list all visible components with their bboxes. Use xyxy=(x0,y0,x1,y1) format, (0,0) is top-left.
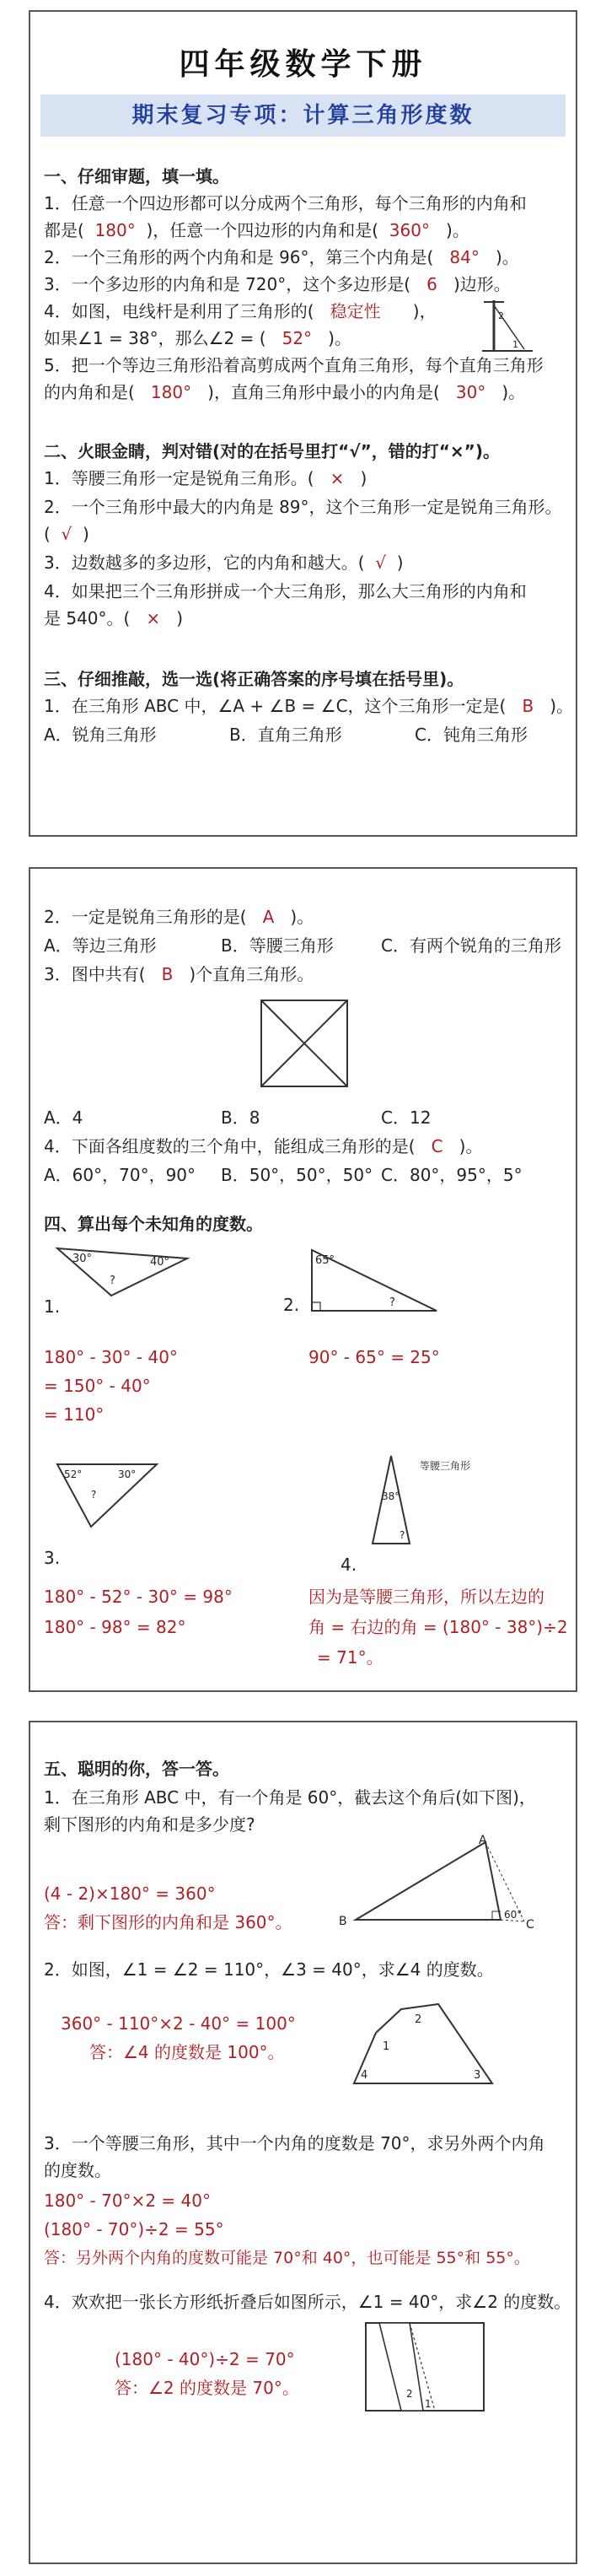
t3-angle-30: 30° xyxy=(118,1469,137,1480)
s3-q3: 3．图中共有( B )个直角三角形。 xyxy=(44,964,314,984)
s3-q3-option-a: A．4 xyxy=(44,1107,83,1128)
p3-work-line-1: 180° - 52° - 30° = 98° xyxy=(44,1587,233,1607)
s1-q3-answer: 6 xyxy=(426,274,437,294)
s1-q4-answer-2: 52° xyxy=(282,328,313,348)
q2-angle-label-3: 3 xyxy=(474,2069,481,2082)
problem-1-number: 1. xyxy=(44,1296,61,1317)
s3-q1-option-b: B．直角三角形 xyxy=(229,725,342,745)
t2-angle-65: 65° xyxy=(315,1254,335,1267)
s5-q4-answer: 答：∠2 的度数是 70°。 xyxy=(115,2378,299,2398)
q2-angle-label-1: 1 xyxy=(383,2040,390,2053)
t1-angle-40: 40° xyxy=(150,1256,170,1269)
folded-paper-figure xyxy=(362,2320,489,2414)
s3-q4-option-c: C．80°，95°，5° xyxy=(381,1165,523,1185)
s3-q2-answer: A xyxy=(262,907,275,927)
s3-q2-option-a: A．等边三角形 xyxy=(44,935,157,956)
pole-angle-label-1: 1 xyxy=(512,339,518,350)
section4-heading: 四、算出每个未知角的度数。 xyxy=(44,1214,263,1234)
s3-q1-option-c: C．钝角三角形 xyxy=(415,725,528,745)
problem-3-number: 3. xyxy=(44,1548,61,1568)
p1-work-line-2: = 150° - 40° xyxy=(44,1376,151,1396)
s1-q4-answer-1: 稳定性 xyxy=(330,301,381,321)
s5-q4-work: (180° - 40°)÷2 = 70° xyxy=(115,2349,295,2369)
s2-q1-answer: × xyxy=(330,468,345,488)
point-label-c: C xyxy=(526,1918,534,1932)
s3-q3-option-c: C．12 xyxy=(381,1107,432,1128)
s5-q2-work: 360° - 110°×2 - 40° = 100° xyxy=(61,2013,296,2034)
s2-q4-line2: 是 540°。( × ) xyxy=(44,608,184,628)
q2-angle-label-4: 4 xyxy=(361,2069,368,2082)
s1-q2: 2．一个三角形的两个内角和是 96°，第三个内角是( 84° )。 xyxy=(44,247,519,267)
s3-q1: 1．在三角形 ABC 中，∠A + ∠B = ∠C，这个三角形一定是( B )。 xyxy=(44,696,574,716)
s5-q1-line1: 1．在三角形 ABC 中，有一个角是 60°，截去这个角后(如下图)， xyxy=(44,1787,536,1808)
t1-angle-30: 30° xyxy=(72,1253,93,1265)
s3-q3-option-b: B．8 xyxy=(221,1107,260,1128)
s5-q2-line1: 2．如图，∠1 = ∠2 = 110°，∠3 = 40°，求∠4 的度数。 xyxy=(44,1959,494,1980)
point-label-a: A xyxy=(479,1834,487,1847)
s3-q4-option-a: A．60°，70°，90° xyxy=(44,1165,196,1185)
t3-angle-52: 52° xyxy=(64,1469,83,1480)
s2-q2-line1: 2．一个三角形中最大的内角是 89°，这个三角形一定是锐角三角形。 xyxy=(44,497,562,517)
s3-q4: 4．下面各组度数的三个角中，能组成三角形的是( C )。 xyxy=(44,1136,483,1156)
p4-work-line-2: 角 = 右边的角 = (180° - 38°)÷2 xyxy=(308,1617,568,1637)
s3-q4-option-b: B．50°，50°，50° xyxy=(221,1165,373,1185)
s2-q1: 1．等腰三角形一定是锐角三角形。( × ) xyxy=(44,468,367,488)
problem-4-number: 4. xyxy=(341,1555,357,1575)
triangle-4-figure xyxy=(367,1451,494,1550)
s5-q3-work-2: (180° - 70°)÷2 = 55° xyxy=(44,2219,224,2239)
worksheet-page-3 xyxy=(29,1721,577,2564)
s5-q1-line2: 剩下图形的内角和是多少度? xyxy=(44,1814,255,1835)
q4-angle-label-2: 2 xyxy=(406,2388,413,2400)
s5-q3-answer: 答：另外两个内角的度数可能是 70°和 40°，也可能是 55°和 55°。 xyxy=(44,2249,530,2267)
section2-heading: 二、火眼金睛，判对错(对的在括号里打“√”，错的打“×”)。 xyxy=(44,441,500,461)
s2-q3-answer: √ xyxy=(375,552,386,573)
s2-q2-line2: ( √ ) xyxy=(44,524,89,544)
s1-q3: 3．一个多边形的内角和是 720°，这个多边形是( 6 )边形。 xyxy=(44,274,511,294)
s2-q2-answer: √ xyxy=(61,524,72,544)
s1-q5-line2: 的内角和是( 180° )，直角三角形中最小的内角是( 30° )。 xyxy=(44,382,526,402)
t4-angle-38: 38° xyxy=(382,1490,400,1502)
s5-q1-work: (4 - 2)×180° = 360° xyxy=(44,1883,216,1904)
section1-heading: 一、仔细审题，填一填。 xyxy=(44,166,229,186)
s2-q3: 3．边数越多的多边形，它的内角和越大。( √ ) xyxy=(44,552,404,573)
cut-triangle-figure xyxy=(330,1835,541,1938)
s1-q1-answer-1: 180° xyxy=(94,220,136,240)
s5-q3-line1: 3．一个等腰三角形，其中一个内角的度数是 70°，求另外两个内角 xyxy=(44,2133,545,2153)
triangle-3-figure xyxy=(52,1459,162,1532)
s5-q2-answer: 答：∠4 的度数是 100°。 xyxy=(89,2042,285,2062)
s3-q2-option-c: C．有两个锐角的三角形 xyxy=(381,935,561,956)
section3-heading: 三、仔细推敲，选一选(将正确答案的序号填在括号里)。 xyxy=(44,669,464,689)
s1-q5-answer-1: 180° xyxy=(150,382,192,402)
p1-work-line-3: = 110° xyxy=(44,1404,105,1425)
t2-angle-unknown: ? xyxy=(389,1296,395,1309)
q4-angle-label-1: 1 xyxy=(425,2398,432,2410)
s1-q1-line2: 都是( 180° )，任意一个四边形的内角和是( 360° )。 xyxy=(44,220,469,240)
s2-q4-answer: × xyxy=(146,608,161,628)
worksheet-page-2 xyxy=(29,867,577,1692)
p4-work-line-1: 因为是等腰三角形，所以左边的 xyxy=(308,1587,544,1607)
p2-work: 90° - 65° = 25° xyxy=(308,1347,440,1367)
triangle-2-figure xyxy=(307,1245,442,1316)
section5-heading: 五、聪明的你，答一答。 xyxy=(44,1759,229,1779)
problem-2-number: 2. xyxy=(283,1295,300,1315)
s3-q1-answer: B xyxy=(522,696,534,716)
s5-q4-line1: 4．欢欢把一张长方形纸折叠后如图所示，∠1 = 40°，求∠2 的度数。 xyxy=(44,2292,571,2312)
s1-q5-line1: 5．把一个等边三角形沿着高剪成两个直角三角形，每个直角三角形 xyxy=(44,355,544,375)
page-title: 四年级数学下册 xyxy=(179,47,427,82)
s1-q4-line2: 如果∠1 = 38°，那么∠2 = ( 52° )。 xyxy=(44,328,351,348)
s5-q3-line2: 的度数。 xyxy=(44,2160,111,2180)
s3-q2: 2．一定是锐角三角形的是( A )。 xyxy=(44,907,314,927)
t3-angle-unknown: ? xyxy=(91,1489,97,1501)
t4-caption: 等腰三角形 xyxy=(420,1460,471,1472)
p1-work-line-1: 180° - 30° - 40° xyxy=(44,1347,178,1367)
t1-angle-unknown: ? xyxy=(110,1275,115,1287)
p4-work-line-3: = 71°。 xyxy=(317,1647,383,1668)
point-label-b: B xyxy=(339,1915,347,1928)
s1-q1-line1: 1．任意一个四边形都可以分成两个三角形，每个三角形的内角和 xyxy=(44,193,527,213)
t4-angle-unknown: ? xyxy=(400,1529,405,1541)
s1-q1-answer-2: 360° xyxy=(389,220,430,240)
pole-angle-label-2: 2 xyxy=(498,310,504,321)
s1-q5-answer-2: 30° xyxy=(455,382,486,402)
angle-label-60: 60° xyxy=(504,1909,523,1921)
worksheet-page-1 xyxy=(29,10,577,837)
s5-q1-answer: 答：剩下图形的内角和是 360°。 xyxy=(44,1912,292,1932)
s3-q3-answer: B xyxy=(161,964,174,984)
s1-q4-line1: 4．如图，电线杆是利用了三角形的( 稳定性 )， xyxy=(44,301,437,321)
subtitle-banner: 期末复习专项：计算三角形度数 xyxy=(40,94,566,137)
s1-q2-answer: 84° xyxy=(449,247,480,267)
q2-angle-label-2: 2 xyxy=(415,2013,422,2026)
s5-q3-work-1: 180° - 70°×2 = 40° xyxy=(44,2191,211,2211)
s3-q4-answer: C xyxy=(431,1136,443,1156)
s2-q4-line1: 4．如果把三个三角形拼成一个大三角形，那么大三角形的内角和 xyxy=(44,581,527,601)
s3-q2-option-b: B．等腰三角形 xyxy=(221,935,334,956)
p3-work-line-2: 180° - 98° = 82° xyxy=(44,1617,186,1637)
s3-q1-option-a: A．锐角三角形 xyxy=(44,725,157,745)
quadrilateral-figure xyxy=(351,2001,502,2088)
utility-pole-figure xyxy=(477,297,536,353)
square-diagonals-figure xyxy=(258,997,352,1091)
